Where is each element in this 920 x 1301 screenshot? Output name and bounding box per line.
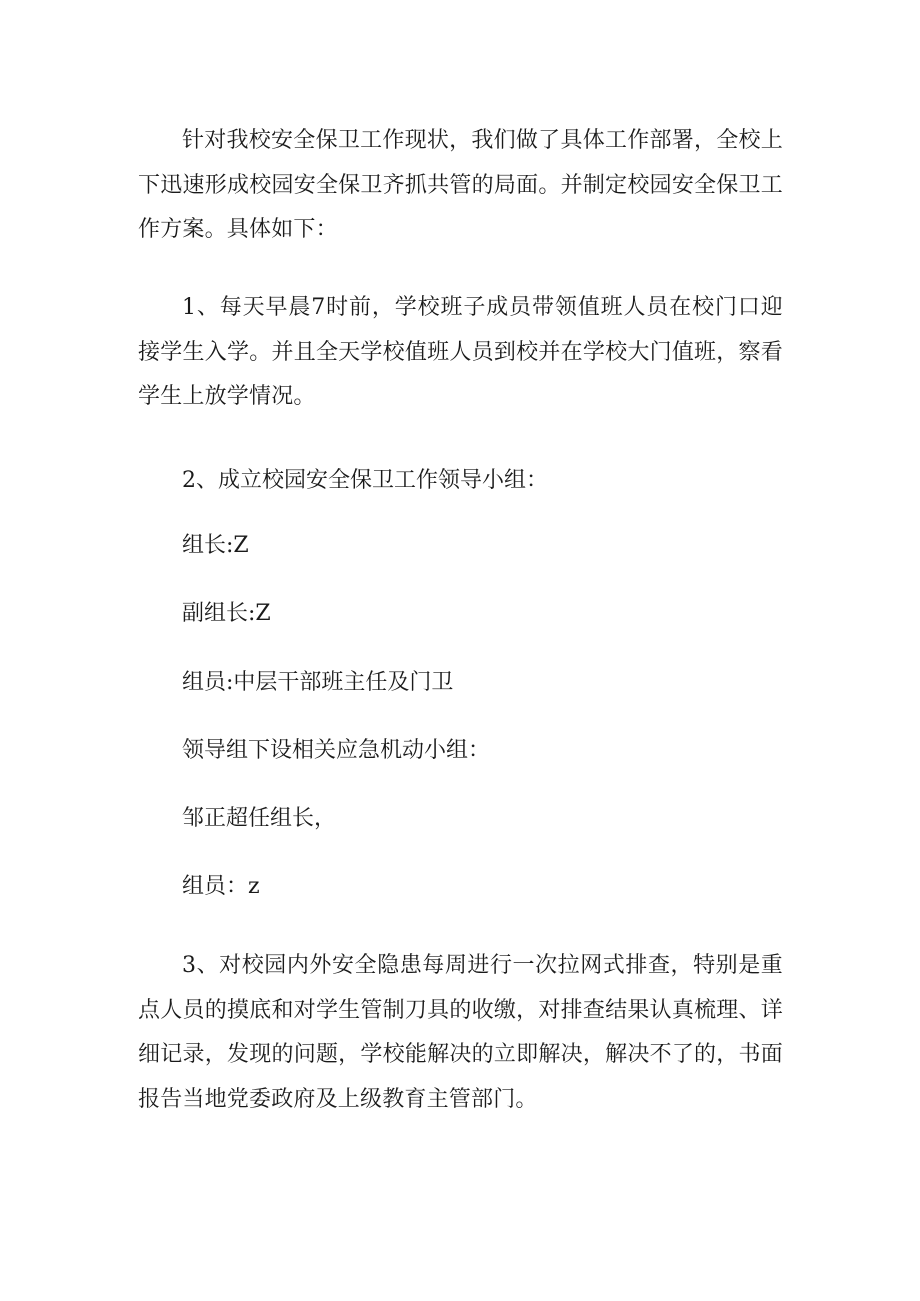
item-1-paragraph: 1、每天早晨7时前，学校班子成员带领值班人员在校门口迎接学生入学。并且全天学校值班人员到校并在学校大门值班，察看学生上放学情况。 — [138, 295, 783, 409]
leader-line: 组长:Z — [182, 533, 249, 558]
subgroup-heading: 领导组下设相关应急机动小组： — [182, 738, 491, 763]
intro-paragraph: 针对我校安全保卫工作现状，我们做了具体工作部署，全校上下迅速形成校园安全保卫齐抓共管的局面。并制定校园安全保卫工作方案。具体如下： — [138, 128, 783, 242]
deputy-leader-line: 副组长:Z — [182, 601, 271, 626]
subgroup-leader-line: 邹正超任组长， — [182, 806, 337, 831]
subgroup-members-line: 组员：z — [182, 874, 260, 899]
members-line: 组员:中层干部班主任及门卫 — [182, 670, 454, 695]
item-2-heading: 2、成立校园安全保卫工作领导小组： — [182, 468, 548, 493]
item-3-paragraph: 3、对校园内外安全隐患每周进行一次拉网式排查，特别是重点人员的摸底和对学生管制刀具的收缴，对排查结果认真梳理、详细记录，发现的问题，学校能解决的立即解决，解决不了的，书面报告当地党委政府及上级教育主管部门。 — [138, 953, 783, 1112]
